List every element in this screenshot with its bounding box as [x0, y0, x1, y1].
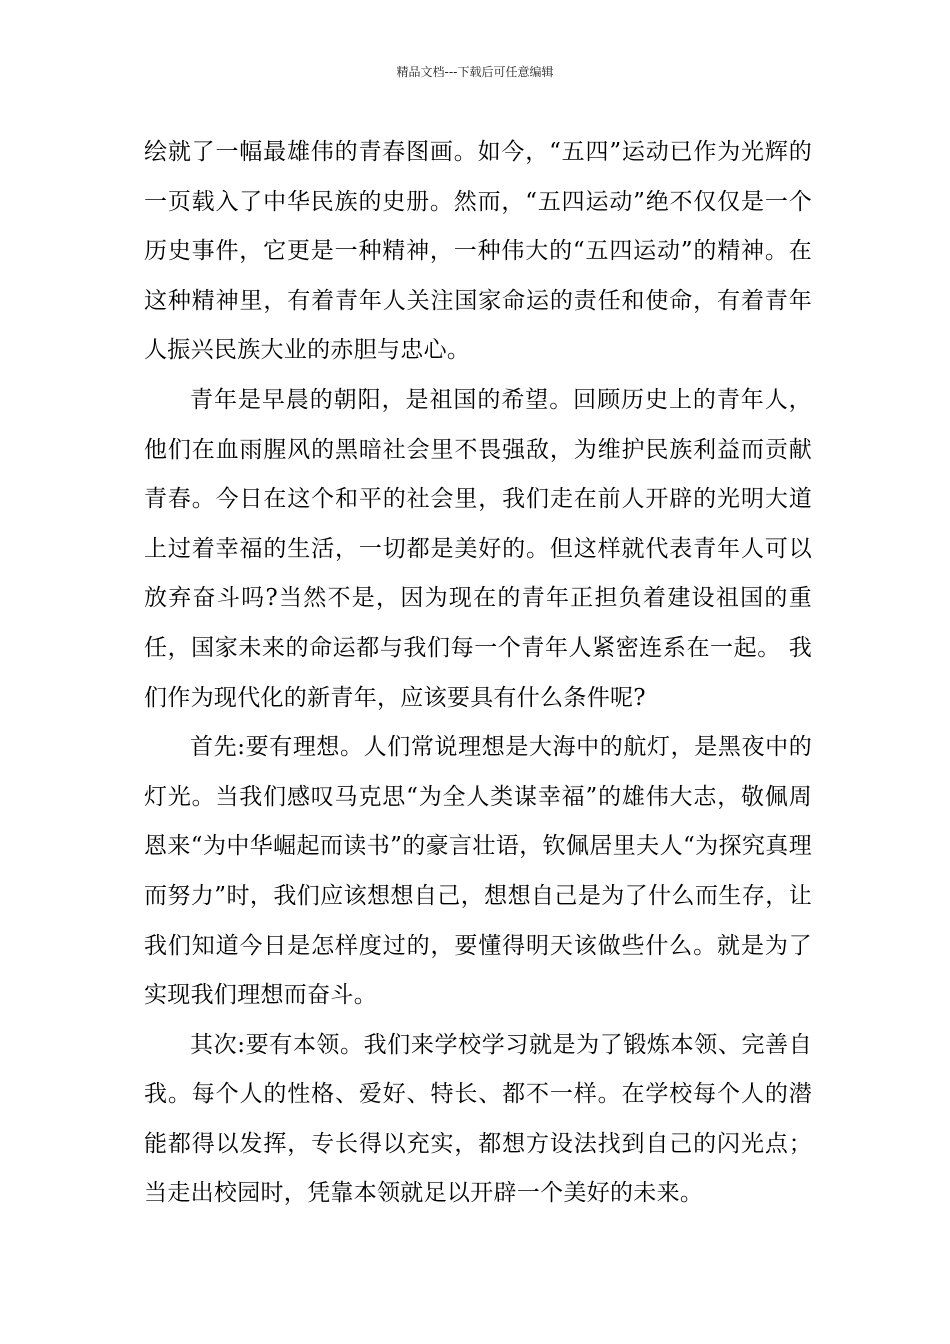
paragraph-ideals: 首先:要有理想。人们常说理想是大海中的航灯，是黑夜中的灯光。当我们感叹马克思“为全人类谋幸福”的雄伟大志，敬佩周恩来“为中华崛起而读书”的豪言壮语，钦佩居里夫人“为探究真理而努力”时，我们应该想想自己，想想自己是为了什么而生存，让我们知道今日是怎样度过的，要懂得明天该做些什么。就是为了实现我们理想而奋斗。 [144, 734, 812, 1009]
paragraph-youth-hope: 青年是早晨的朝阳，是祖国的希望。回顾历史上的青年人，他们在血雨腥风的黑暗社会里不畏强敌，为维护民族利益而贡献青春。今日在这个和平的社会里，我们走在前人开辟的光明大道上过着幸福的生活，一切都是美好的。但这样就代表青年人可以放弃奋斗吗?当然不是，因为现在的青年正担负着建设祖国的重任，国家未来的命运都与我们每一个青年人紧密连系在一起。 我们作为现代化的新青年，应该要具有什么条件呢? [144, 386, 812, 711]
page-header: 精品文档---下载后可任意编辑 [396, 65, 554, 79]
paragraph-skills: 其次:要有本领。我们来学校学习就是为了锻炼本领、完善自我。每个人的性格、爱好、特长、都不一样。在学校每个人的潜能都得以发挥，专长得以充实，都想方设法找到自己的闪光点；当走出校园时，凭靠本领就足以开辟一个美好的未来。 [144, 1031, 812, 1207]
document-body [144, 128, 812, 1219]
paragraph-continued: 绘就了一幅最雄伟的青春图画。如今，“五四”运动已作为光辉的一页载入了中华民族的史册。然而，“五四运动”绝不仅仅是一个历史事件，它更是一种精神，一种伟大的“五四运动”的精神。在这种精神里，有着青年人关注国家命运的责任和使命，有着青年人振兴民族大业的赤胆与忠心。 [144, 139, 812, 364]
